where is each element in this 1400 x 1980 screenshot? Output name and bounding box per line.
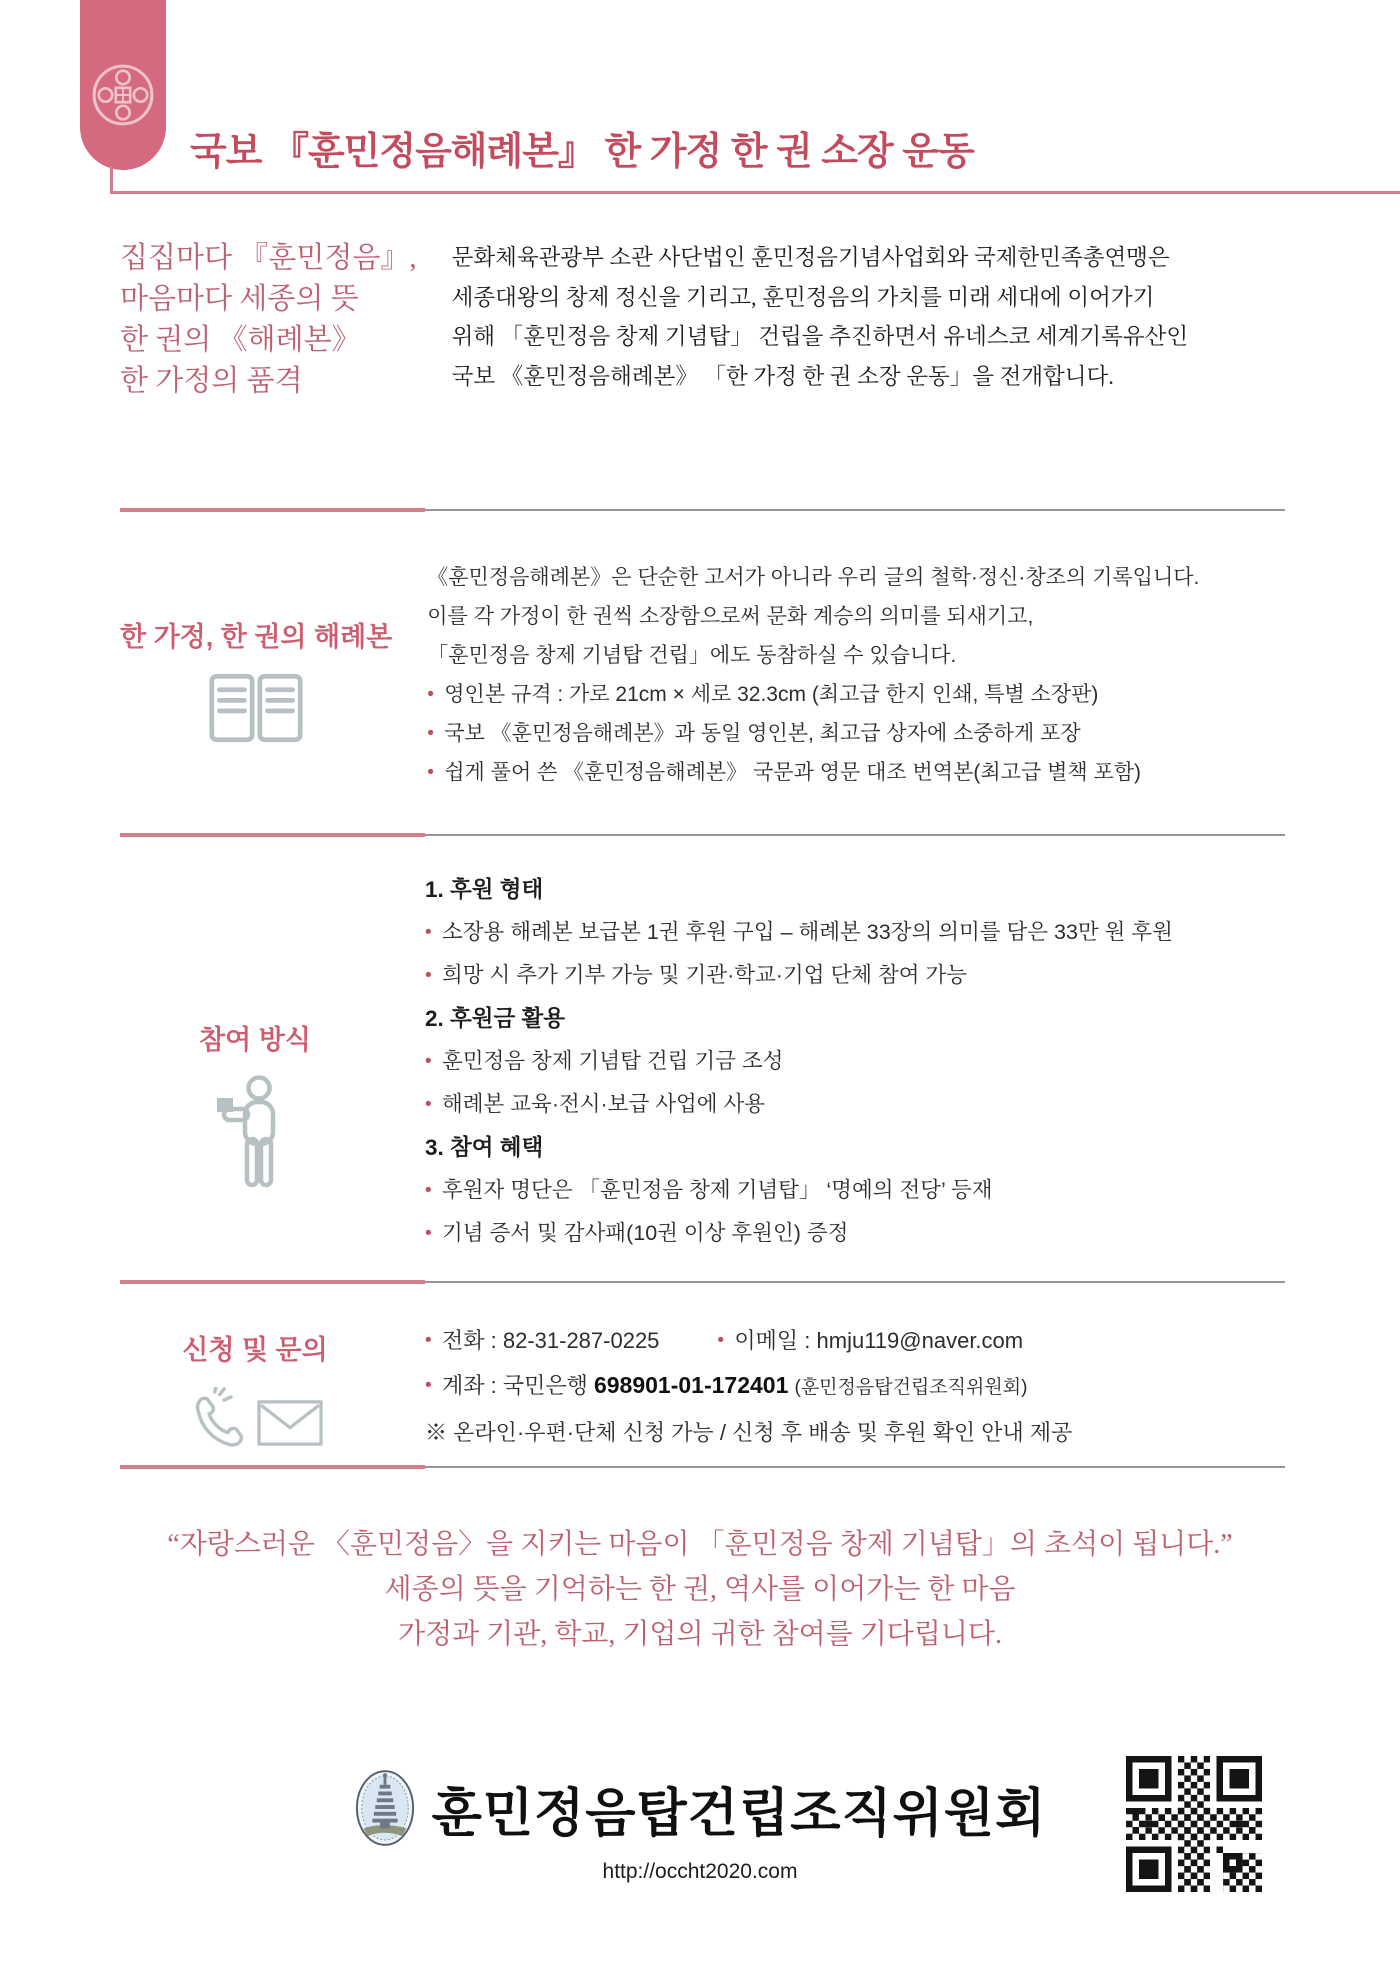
intro-body-line: 국보 《훈민정음해례본》 「한 가정 한 권 소장 운동」을 전개합니다. [451, 363, 1114, 389]
book-body-line: 이를 각 가정이 한 권씩 소장함으로써 문화 계승의 의미를 되새기고, [427, 605, 1034, 628]
account-holder: (훈민정음탑건립조직위원회) [794, 1377, 1028, 1398]
pagoda-seal-icon [354, 1768, 416, 1848]
intro-body-line: 문화체육관광부 소관 사단법인 훈민정음기념사업회와 국제한민족총연맹은 [451, 245, 1170, 270]
group-heading: 3. 참여 혜택 [425, 1135, 544, 1160]
participate-bullet-item: • 희망 시 추가 기부 가능 및 기관·학교·기업 단체 참여 가능 [425, 954, 1285, 997]
ribbon-banner [80, 0, 166, 170]
account-number: 698901-01-172401 [593, 1372, 789, 1398]
mail-icon [257, 1399, 323, 1447]
contact-body [425, 1318, 1285, 1455]
contact-phone-email-row [425, 1318, 1285, 1363]
contact-note: ※ 온라인·우편·단체 신청 가능 / 신청 후 배송 및 후원 확인 안내 제공 [425, 1420, 1073, 1445]
quote-line: 가정과 기관, 학교, 기업의 귀한 참여를 기다립니다. [398, 1619, 1002, 1650]
phone-icon [187, 1387, 245, 1447]
email-address: hmju119@naver.com [816, 1328, 1024, 1353]
book-body-line: 《훈민정음해례본》은 단순한 고서가 아니라 우리 글의 철학·정신·창조의 기록입니다. [427, 566, 1200, 589]
qr-code [1126, 1756, 1262, 1892]
section-participate [120, 868, 1285, 1255]
intro-label-column [120, 238, 417, 402]
divider-line [425, 509, 1285, 511]
person-holding-book-icon [217, 1075, 293, 1191]
closing-quote [0, 1522, 1400, 1657]
intro-label-line: 한 가정의 품격 [120, 365, 303, 397]
participate-bullet-item: • 훈민정음 창제 기념탑 건립 기금 조성 [425, 1040, 1285, 1083]
participate-bullet-item: • 해례본 교육·전시·보급 사업에 사용 [425, 1083, 1285, 1126]
traditional-knot-emblem-icon [90, 62, 156, 128]
divider [120, 1465, 1285, 1469]
book-body-line: 「훈민정음 창제 기념탑 건립」에도 동참하실 수 있습니다. [427, 644, 957, 667]
intro-body-line: 세종대왕의 창제 정신을 기리고, 훈민정음의 가치를 미래 세대에 이어가기 [451, 284, 1155, 310]
group-heading: 1. 후원 형태 [425, 877, 544, 902]
page-title: 국보 『훈민정음해례본』 한 가정 한 권 소장 운동 [190, 131, 974, 173]
section-contact [120, 1318, 1285, 1455]
open-book-icon [206, 670, 306, 748]
divider-line [425, 834, 1285, 836]
divider [120, 833, 1285, 837]
participate-body [425, 868, 1285, 1255]
section-book-label: 한 가정, 한 권의 해례본 [120, 622, 393, 652]
phone-number: 82-31-287-0225 [502, 1328, 660, 1353]
divider-accent [120, 508, 425, 512]
held-book-square [217, 1098, 233, 1112]
intro-label-line: 마음마다 세종의 뜻 [120, 283, 359, 315]
book-bullet-item: • 쉽게 풀어 쓴 《훈민정음해례본》 국문과 영문 대조 번역본(최고급 별책 포함) [427, 753, 1285, 792]
participate-bullet-item: • 후원자 명단은 「훈민정음 창제 기념탑」 ‘명예의 전당’ 등재 [425, 1169, 1285, 1212]
section-participate-label: 참여 방식 [199, 1025, 311, 1055]
book-body [427, 558, 1285, 792]
account-item [425, 1363, 1285, 1410]
participate-bullet-item: • 소장용 해례본 보급본 1권 후원 구입 – 해례본 33장의 의미를 담은 33만 원 후원 [425, 911, 1285, 954]
group-heading: 2. 후원금 활용 [425, 1006, 565, 1031]
divider-line [425, 1281, 1285, 1283]
intro-body-line: 위해 「훈민정음 창제 기념탑」 건립을 추진하면서 유네스코 세계기록유산인 [451, 324, 1189, 349]
quote-line: 세종의 뜻을 기억하는 한 권, 역사를 이어가는 한 마음 [384, 1574, 1016, 1605]
intro-label [120, 238, 417, 402]
email-item [717, 1318, 1023, 1363]
book-bullet-item: • 영인본 규격 : 가로 21cm × 세로 32.3cm (최고급 한지 인쇄, 특별 소장판) [427, 675, 1285, 714]
phone-label: 전화 : [442, 1328, 503, 1353]
section-book [120, 558, 1285, 792]
phone-item [425, 1318, 659, 1363]
contact-icons [187, 1387, 323, 1447]
book-label-column [120, 558, 392, 748]
intro-label-line: 한 권의 《해례본》 [120, 324, 361, 356]
title-rule [110, 191, 1400, 194]
divider-line [425, 1466, 1285, 1468]
divider-accent [120, 833, 425, 837]
divider-accent [120, 1280, 425, 1284]
participate-label-column [120, 868, 390, 1191]
participate-bullet-item: • 기념 증서 및 감사패(10권 이상 후원인) 증정 [425, 1212, 1285, 1255]
organization-name: 훈민정음탑건립조직위원회 [431, 1785, 1047, 1843]
section-intro [120, 238, 1285, 402]
email-label: 이메일 : [734, 1328, 817, 1353]
section-contact-label: 신청 및 문의 [182, 1335, 328, 1365]
contact-label-column [120, 1318, 390, 1447]
divider [120, 508, 1285, 512]
intro-label-line: 집집마다 『훈민정음』, [120, 242, 417, 274]
title-rule-joint [110, 166, 113, 191]
divider-accent [120, 1465, 425, 1469]
divider [120, 1280, 1285, 1284]
intro-body [452, 238, 1285, 396]
account-label: 계좌 : 국민은행 [442, 1373, 594, 1398]
quote-line: “자랑스러운 〈훈민정음〉을 지키는 마음이 「훈민정음 창제 기념탑」의 초석이 됩니다.” [167, 1529, 1233, 1560]
book-bullet-item: • 국보 《훈민정음해례본》과 동일 영인본, 최고급 상자에 소중하게 포장 [427, 714, 1285, 753]
website-url: http://occht2020.com [602, 1860, 798, 1883]
